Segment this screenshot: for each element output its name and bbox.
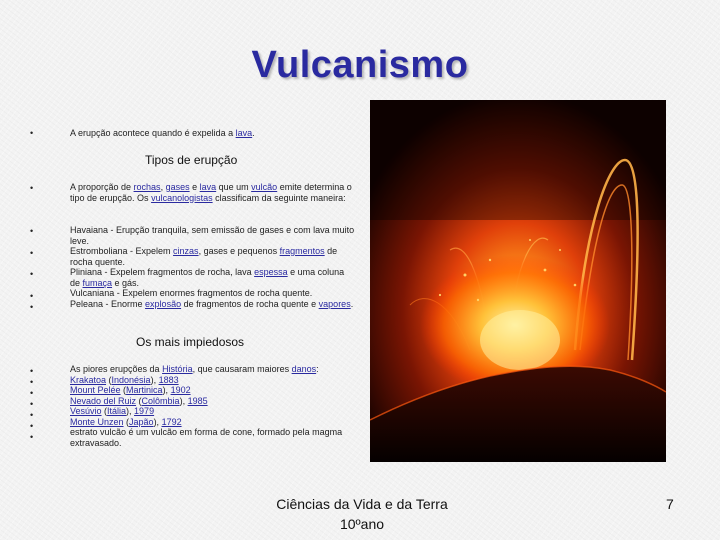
text-span: Estromboliana - Expelem (70, 246, 174, 256)
text-span: As piores erupções da (70, 364, 163, 374)
bullet: • (30, 388, 34, 398)
bullet: • (30, 366, 34, 376)
link-rochas[interactable]: rochas (133, 182, 161, 192)
eruption-item (70, 417, 360, 428)
bullet: • (30, 128, 34, 138)
link-fumaca[interactable]: fumaça (82, 277, 113, 288)
text-span: e gás. (112, 277, 140, 288)
text-span: emite determina o tipo de erupção. Os (70, 182, 352, 203)
section-heading-impiedosos: Os mais impiedosos (136, 335, 245, 349)
text-span: ( (120, 385, 127, 395)
page-number: 7 (666, 496, 674, 512)
link-volcano[interactable]: Mount Pelée (70, 385, 121, 395)
text-span: Pliniana - Expelem fragmentos de rocha, lava (70, 267, 255, 277)
bullet: • (30, 302, 34, 312)
slide-title: Vulcanismo (251, 44, 469, 86)
text-span: de fragmentos de rocha quente e (181, 298, 319, 309)
link-volcano[interactable]: Vesúvio (70, 406, 102, 416)
bullet: • (30, 269, 34, 279)
worst-eruptions-list (70, 364, 360, 448)
link-historia[interactable]: História (162, 364, 193, 374)
section-heading-tipos: Tipos de erupção (145, 153, 238, 167)
eruption-item (70, 385, 360, 396)
text-span: : (316, 364, 319, 374)
eruption-item (70, 396, 360, 407)
intro-text-after: . (252, 128, 255, 138)
link-danos[interactable]: danos (291, 364, 317, 374)
link-country[interactable]: Colômbia (141, 395, 180, 406)
intro-text-before: A erupção acontece quando é expelida a (70, 128, 236, 138)
estrato-definition: estrato vulcão é um vulcão em forma de cone, formado pela magma extravasado. (70, 427, 343, 448)
bullet: • (30, 410, 34, 420)
text-span: , gases e pequenos (198, 246, 280, 256)
link-espessa[interactable]: espessa (254, 267, 288, 277)
text-span: , (160, 182, 166, 192)
link-country[interactable]: Itália (107, 406, 127, 416)
link-volcano[interactable]: Nevado del Ruiz (70, 395, 137, 406)
link-gases[interactable]: gases (165, 182, 190, 192)
link-fragmentos[interactable]: fragmentos (279, 246, 325, 256)
link-country[interactable]: Martinica (126, 385, 163, 395)
type-vulcaniana: Vulcaniana - Expelem enormes fragmentos de rocha quente. (70, 288, 313, 298)
text-span: que um (216, 182, 252, 192)
text-span: ( (123, 416, 130, 427)
type-peleana (70, 299, 355, 310)
volcano-eruption-image (370, 100, 666, 462)
eruption-item (70, 375, 360, 386)
link-year[interactable]: 1902 (170, 385, 191, 395)
link-year[interactable]: 1883 (158, 374, 179, 385)
bullet: • (30, 183, 34, 193)
text-span: ), (150, 374, 159, 385)
footer (232, 494, 492, 534)
tipos-paragraph (70, 182, 355, 203)
intro-text (70, 128, 370, 139)
link-volcano[interactable]: Monte Unzen (70, 416, 124, 427)
footer-course: Ciências da Vida e da Terra (276, 496, 448, 512)
bullet: • (30, 226, 34, 236)
link-country[interactable]: Japão (129, 416, 154, 427)
link-lava[interactable]: lava (199, 182, 217, 192)
text-span: , que causaram maiores (192, 364, 292, 374)
link-year[interactable]: 1985 (187, 395, 208, 406)
eruption-item (70, 406, 360, 417)
bullet: • (30, 432, 34, 442)
text-span: ( (106, 374, 112, 385)
link-vapores[interactable]: vapores (318, 298, 351, 309)
text-span: de rocha quente. (70, 246, 338, 267)
worst-eruptions-intro (70, 364, 360, 375)
bullet: • (30, 248, 34, 258)
text-span: classificam da seguinte maneira: (212, 192, 346, 203)
bullet: • (30, 291, 34, 301)
link-vulcao[interactable]: vulcão (251, 182, 278, 192)
bullet: • (30, 421, 34, 431)
text-span: ( (136, 395, 142, 406)
text-span: Peleana - Enorme (70, 298, 146, 309)
eruption-types-list (70, 225, 355, 309)
link-vulcanologistas[interactable]: vulcanologistas (151, 192, 213, 203)
type-estromboliana (70, 246, 355, 267)
link-year[interactable]: 1979 (134, 406, 155, 416)
type-pliniana (70, 267, 355, 288)
link-country[interactable]: Indonésia (111, 374, 151, 385)
text-span: ), (179, 395, 188, 406)
footer-grade: 10ºano (339, 516, 385, 532)
text-span: e (189, 182, 200, 192)
link-volcano[interactable]: Krakatoa (70, 374, 107, 385)
text-span: ), (162, 385, 171, 395)
text-span: ), (153, 416, 162, 427)
link-cinzas[interactable]: cinzas (173, 246, 199, 256)
text-span: ( (101, 406, 108, 416)
text-span: e uma coluna de (70, 267, 345, 288)
link-explosao[interactable]: explosão (145, 298, 182, 309)
text-span: . (350, 298, 354, 309)
bullet: • (30, 377, 34, 387)
type-havaiana: Havaiana - Erupção tranquila, sem emissão de gases e com lava muito leve. (70, 225, 355, 246)
link-year[interactable]: 1792 (161, 416, 182, 427)
text-span: ), (126, 406, 135, 416)
link-lava[interactable]: lava (235, 128, 253, 138)
volcano-eruption-photo (370, 100, 666, 462)
text-span: A proporção de (70, 182, 134, 192)
bullet: • (30, 399, 34, 409)
